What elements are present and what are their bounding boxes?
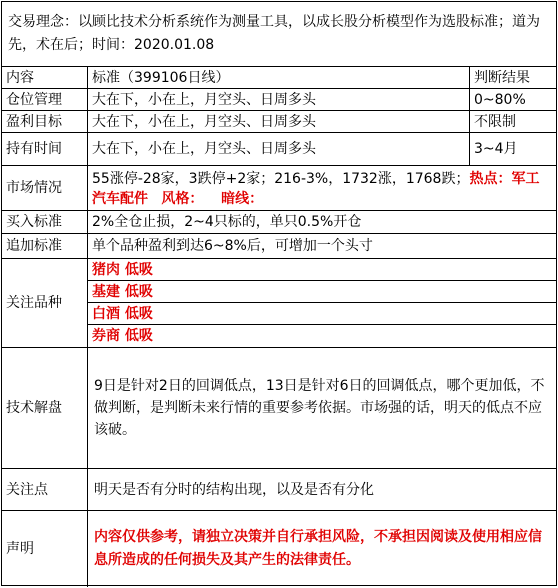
focus-item <box>88 303 556 325</box>
add-row <box>2 234 556 259</box>
style-label: 风格： <box>161 191 204 207</box>
disclaimer-text: 内容仅供参考，请独立决策并自行承担风险，不承担因阅读及使用相应信息所造成的任何损失及其产生的法律责任。 <box>94 529 542 568</box>
focus-item <box>88 281 556 303</box>
disclaimer-row <box>2 511 556 587</box>
disclaimer-label: 声明 <box>2 511 88 587</box>
market-stats: 55涨停-28家，3跌停+2家；216-3%，1732涨，1768跌； <box>92 171 470 187</box>
watch-label: 关注点 <box>2 469 88 510</box>
focus-item <box>88 325 556 347</box>
analysis-label: 技术解盘 <box>2 348 88 468</box>
focus-label: 关注品种 <box>2 259 88 347</box>
focus-item <box>88 259 556 281</box>
hot-value: 军工 汽车配件 <box>92 171 540 207</box>
header-standard: 标准（399106日线） <box>88 67 470 88</box>
profit-row <box>2 111 556 133</box>
analysis-row <box>2 348 556 469</box>
add-label: 追加标准 <box>2 234 88 258</box>
focus-item-text: 白酒 低吸 <box>92 305 153 322</box>
watch-text: 明天是否有分时的结构出现，以及是否有分化 <box>94 481 374 498</box>
row-standard: 大在下，小在上，月空头、日周多头 <box>88 111 470 132</box>
header-result: 判断结果 <box>474 69 530 86</box>
row-standard: 大在下，小在上，月空头、日周多头 <box>88 89 470 110</box>
buy-row <box>2 211 556 234</box>
watch-row <box>2 469 556 511</box>
position-row <box>2 89 556 111</box>
market-label: 市场情况 <box>2 166 88 210</box>
style-value: 暗线： <box>221 191 264 207</box>
row-label: 仓位管理 <box>2 89 88 110</box>
row-result: 0~80% <box>474 91 526 108</box>
market-content <box>88 166 556 210</box>
row-label: 盈利目标 <box>2 111 88 132</box>
analysis-text: 9日是针对2日的回调低点，13日是针对6日的回调低点，哪个更加低，不做判断，是判断未来行情的重要参考依据。市场强的话，明天的低点不应该破。 <box>94 378 545 438</box>
hot-label: 热点： <box>469 171 512 187</box>
focus-item-text: 券商 低吸 <box>92 328 153 344</box>
title-text: 交易理念：以顾比技术分析系统作为测量工具，以成长股分析模型作为选股标准；道为先，术在后；时间：2020.01.08 <box>8 14 540 53</box>
market-row <box>2 166 556 211</box>
title-row <box>2 2 556 67</box>
row-result: 不限制 <box>474 113 516 130</box>
header-content: 内容 <box>2 67 88 88</box>
strategy-table <box>1 1 557 586</box>
row-standard: 大在下，小在上，月空头、日周多头 <box>88 133 470 165</box>
focus-row <box>2 259 556 348</box>
header-row <box>2 67 556 89</box>
row-result: 3~4月 <box>474 141 518 157</box>
row-label: 持有时间 <box>2 133 88 165</box>
buy-label: 买入标准 <box>2 211 88 233</box>
buy-text: 2%全仓止损，2~4只标的，单只0.5%开仓 <box>92 214 362 230</box>
focus-item-text: 猪肉 低吸 <box>92 261 153 278</box>
holding-row <box>2 133 556 166</box>
focus-item-text: 基建 低吸 <box>92 283 153 300</box>
add-text: 单个品种盈利到达6~8%后，可增加一个头寸 <box>92 238 373 254</box>
